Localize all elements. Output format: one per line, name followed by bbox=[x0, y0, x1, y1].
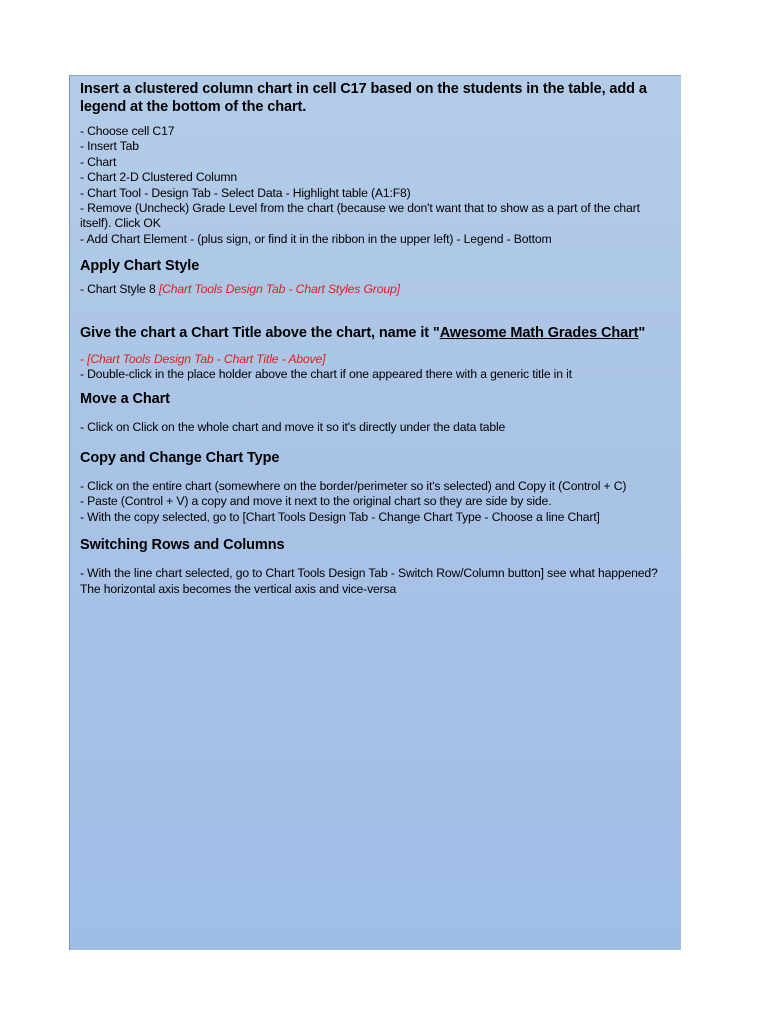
section-steps bbox=[80, 566, 672, 597]
menu-path-reference: [Chart Tools Design Tab - Chart Title - Above] bbox=[87, 351, 326, 366]
step-line: - Chart Tool - Design Tab - Select Data - Highlight table (A1:F8) bbox=[80, 185, 411, 200]
step-line: - Click on the entire chart (somewhere on the border/perimeter so it's selected) and Copy it (Control + C) bbox=[80, 478, 627, 493]
section-move-chart bbox=[80, 390, 672, 435]
step-line bbox=[80, 352, 672, 367]
section-heading bbox=[80, 324, 672, 342]
step-line: - With the copy selected, go to [Chart Tools Design Tab - Change Chart Type - Choose a line Chart] bbox=[80, 509, 600, 524]
heading-text: " bbox=[638, 324, 646, 341]
section-steps bbox=[80, 352, 672, 383]
section-steps bbox=[80, 282, 672, 297]
instructions-panel bbox=[69, 75, 681, 950]
step-dash: - bbox=[80, 351, 88, 366]
step-line bbox=[80, 282, 672, 297]
section-insert-chart bbox=[80, 80, 672, 247]
step-line: - Paste (Control + V) a copy and move it next to the original chart so they are side by side. bbox=[80, 494, 552, 509]
section-chart-title bbox=[80, 324, 672, 383]
section-steps bbox=[80, 124, 672, 247]
step-line: - Insert Tab bbox=[80, 139, 139, 154]
section-copy-change-chart-type bbox=[80, 449, 672, 525]
section-steps bbox=[80, 420, 672, 435]
section-heading: Switching Rows and Columns bbox=[80, 537, 285, 554]
heading-text: Give the chart a Chart Title above the chart, name it " bbox=[80, 324, 440, 341]
step-line: - Click on Click on the whole chart and move it so it's directly under the data table bbox=[80, 420, 506, 435]
chart-title-name: Awesome Math Grades Chart bbox=[439, 324, 639, 341]
section-heading: Copy and Change Chart Type bbox=[80, 449, 280, 466]
step-line: - Double-click in the place holder above the chart if one appeared there with a generic title in it bbox=[80, 367, 572, 382]
step-line: - Chart bbox=[80, 154, 117, 169]
section-steps bbox=[80, 479, 672, 525]
section-heading: Apply Chart Style bbox=[80, 258, 200, 275]
step-line: - Choose cell C17 bbox=[80, 124, 175, 138]
step-line: - Chart 2-D Clustered Column bbox=[80, 170, 237, 185]
step-text: - Chart Style 8 bbox=[80, 282, 159, 297]
step-line: - Remove (Uncheck) Grade Level from the chart (because we don't want that to show as a part of the chart itself). Click OK bbox=[80, 201, 640, 231]
step-line: - With the line chart selected, go to Chart Tools Design Tab - Switch Row/Column button] see what happened? The horizontal axis becomes the vertical axis and vice-versa bbox=[80, 566, 658, 596]
menu-path-reference: [Chart Tools Design Tab - Chart Styles Group] bbox=[158, 282, 400, 297]
step-line: - Add Chart Element - (plus sign, or find it in the ribbon in the upper left) - Legend - Bottom bbox=[80, 231, 552, 246]
section-apply-chart-style bbox=[80, 257, 672, 297]
section-switch-rows-columns bbox=[80, 536, 672, 597]
section-heading: Insert a clustered column chart in cell C17 based on the students in the table, add a legend at the bottom of the chart. bbox=[80, 81, 647, 115]
section-heading: Move a Chart bbox=[80, 391, 170, 408]
